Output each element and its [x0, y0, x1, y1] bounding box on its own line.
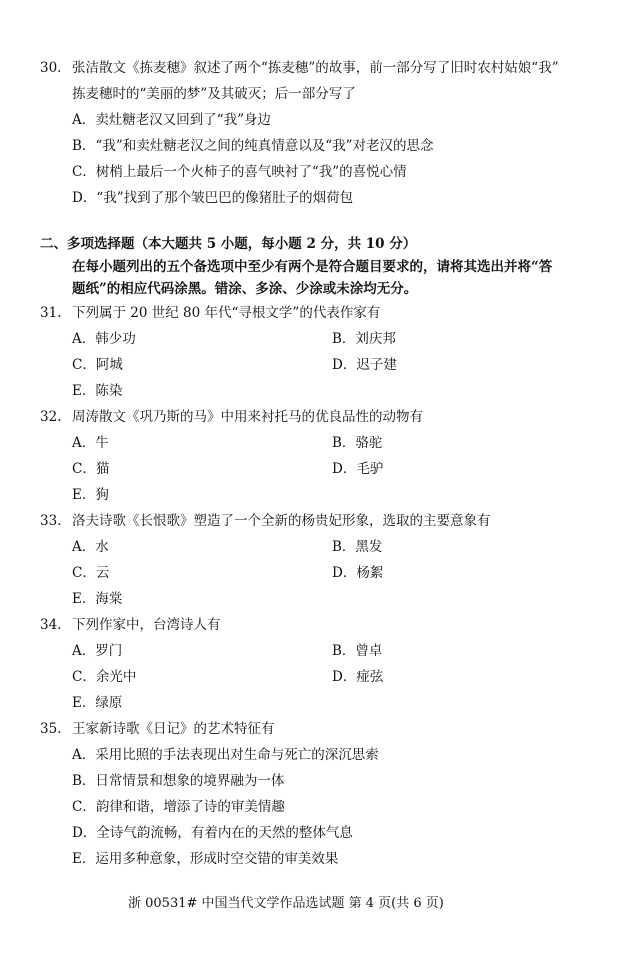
q35-option-d: D．全诗气韵流畅，有着内在的天然的整体气息: [72, 825, 353, 841]
q35-number: 35.: [40, 721, 62, 737]
section2-instruction-line2: 题纸”的相应代码涂黑。错涂、多涂、少涂或未涂均无分。: [72, 281, 418, 297]
q34-option-c: C．余光中: [72, 669, 137, 685]
q32-option-a: A．牛: [72, 435, 109, 451]
q30-option-d: D．“我”找到了那个皱巴巴的像猪肚子的烟荷包: [72, 190, 354, 206]
section2-heading: 二、多项选择题（本大题共 5 小题，每小题 2 分，共 10 分）: [40, 236, 417, 252]
q33-option-c: C．云: [72, 565, 110, 581]
section2-instruction-line1: 在每小题列出的五个备选项中至少有两个是符合题目要求的，请将其选出并将“答: [72, 259, 553, 275]
q30-stem-line2: 拣麦穗时的“美丽的梦”及其破灭；后一部分写了: [72, 86, 356, 102]
q35-option-a: A．采用比照的手法表现出对生命与死亡的深沉思索: [72, 747, 379, 763]
q31-option-a: A．韩少功: [72, 331, 136, 347]
q35-option-e: E．运用多种意象，形成时空交错的审美效果: [72, 851, 339, 867]
q35-option-c: C．韵律和谐，增添了诗的审美情趣: [72, 799, 285, 815]
q34-option-a: A．罗门: [72, 643, 123, 659]
q30-stem-line1: 张洁散文《拣麦穗》叙述了两个“拣麦穗”的故事，前一部分写了旧时农村姑娘“我”: [72, 60, 559, 76]
q34-option-d: D．痖弦: [332, 669, 384, 685]
q35-stem: 王家新诗歌《日记》的艺术特征有: [72, 721, 275, 737]
q31-option-d: D．迟子建: [332, 357, 397, 373]
q30-option-b: B．“我”和卖灶糖老汉之间的纯真情意以及“我”对老汉的思念: [72, 138, 434, 154]
q32-option-b: B．骆驼: [332, 435, 383, 451]
q34-option-e: E．绿原: [72, 695, 123, 711]
q33-option-d: D．杨絮: [332, 565, 384, 581]
q33-option-b: B．黑发: [332, 539, 383, 555]
page-footer: 浙 00531# 中国当代文学作品选试题 第 4 页(共 6 页): [128, 896, 444, 911]
q31-stem: 下列属于 20 世纪 80 年代“寻根文学”的代表作家有: [72, 305, 381, 321]
q31-option-c: C．阿城: [72, 357, 123, 373]
q30-option-a: A．卖灶糖老汉又回到了“我”身边: [72, 112, 272, 128]
q32-number: 32.: [40, 409, 62, 425]
q32-stem: 周涛散文《巩乃斯的马》中用来衬托马的优良品性的动物有: [72, 409, 423, 425]
q31-option-e: E．陈染: [72, 383, 123, 399]
q34-number: 34.: [40, 617, 62, 633]
q35-option-b: B．日常情景和想象的境界融为一体: [72, 773, 285, 789]
q33-stem: 洛夫诗歌《长恨歌》塑造了一个全新的杨贵妃形象，选取的主要意象有: [72, 513, 491, 529]
q33-option-a: A．水: [72, 539, 109, 555]
q32-option-d: D．毛驴: [332, 461, 384, 477]
q33-option-e: E．海棠: [72, 591, 123, 607]
q31-option-b: B．刘庆邦: [332, 331, 396, 347]
q30-option-c: C．树梢上最后一个火柿子的喜气映衬了“我”的喜悦心情: [72, 164, 407, 180]
q34-option-b: B．曾卓: [332, 643, 383, 659]
q31-number: 31.: [40, 305, 62, 321]
q30-number: 30.: [40, 60, 62, 76]
q32-option-c: C．猫: [72, 461, 110, 477]
q34-stem: 下列作家中，台湾诗人有: [72, 617, 221, 633]
q32-option-e: E．狗: [72, 487, 109, 503]
q33-number: 33.: [40, 513, 62, 529]
